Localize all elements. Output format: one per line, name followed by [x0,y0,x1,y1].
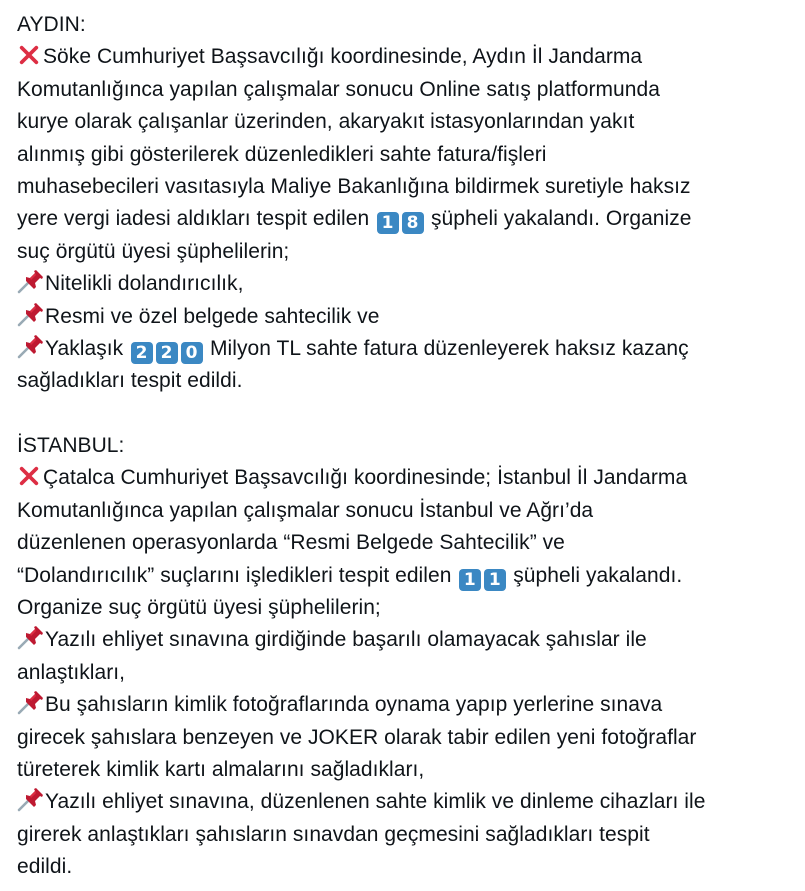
paragraph-line: yere vergi iadesi aldıkları tespit edilen 1 8 şüpheli yakalandı. Organize [17,207,692,234]
paragraph-line: anlaştıkları, [17,660,126,684]
section-heading-istanbul: İSTANBUL: [17,434,125,458]
pushpin-icon [17,788,45,812]
paragraph-line: “Dolandırıcılık” suçlarını işledikleri tespit edilen 1 1 şüpheli yakalandı. [17,563,683,590]
cross-mark-icon [17,465,41,487]
paragraph-line: edildi. [17,855,73,879]
paragraph-line: türeterek kimlik kartı almalarını sağladıkları, [17,757,425,781]
bullet-item: Yazılı ehliyet sınavına girdiğinde başarılı olamayacak şahıslar ile [17,624,805,656]
paragraph-line: kurye olarak çalışanlar üzerinden, akaryakıt istasyonlarından yakıt [17,110,635,134]
pushpin-icon [17,270,45,294]
paragraph-line: suç örgütü üyesi şüphelilerin; [17,239,290,263]
keycap-digit-icon: 1 [459,569,481,591]
keycap-digit-icon: 1 [484,569,506,591]
pushpin-icon [17,626,45,650]
section-istanbul [17,430,805,883]
pushpin-icon [17,335,45,359]
bullet-item: Nitelikli dolandırıcılık, [17,268,805,300]
paragraph-line: girerek anlaştıkları şahısların sınavdan geçmesini sağladıkları tespit [17,822,650,846]
paragraph-line: düzenlenen operasyonlarda “Resmi Belgede Sahtecilik” ve [17,531,565,555]
keycap-digit-icon: 0 [181,342,203,364]
paragraph-line: Organize suç örgütü üyesi şüphelilerin; [17,596,381,620]
paragraph-spacer [17,398,805,430]
paragraph-line: Söke Cumhuriyet Başsavcılığı koordinesinde, Aydın İl Jandarma [17,41,805,73]
pushpin-icon [17,303,45,327]
cross-mark-icon [17,44,41,66]
bullet-item: Yazılı ehliyet sınavına, düzenlenen sahte kimlik ve dinleme cihazları ile [17,786,805,818]
paragraph-line: Komutanlığınca yapılan çalışmalar sonucu İstanbul ve Ağrı’da [17,498,594,522]
keycap-digit-icon: 2 [156,342,178,364]
paragraph-line: Komutanlığınca yapılan çalışmalar sonucu Online satış platformunda [17,77,660,101]
paragraph-line: sağladıkları tespit edildi. [17,369,243,393]
paragraph-line: Çatalca Cumhuriyet Başsavcılığı koordinesinde; İstanbul İl Jandarma [17,462,805,494]
keycap-digit-icon: 2 [131,342,153,364]
bullet-item: Bu şahısların kimlik fotoğraflarında oynama yapıp yerlerine sınava [17,689,805,721]
bullet-item: Resmi ve özel belgede sahtecilik ve [17,301,805,333]
paragraph-line: alınmış gibi gösterilerek düzenledikleri sahte fatura/fişleri [17,142,547,166]
paragraph-line: muhasebecileri vasıtasıyla Maliye Bakanlığına bildirmek suretiyle haksız [17,174,691,198]
keycap-digit-icon: 1 [377,212,399,234]
keycap-digit-icon: 8 [402,212,424,234]
bullet-item: Yaklaşık 2 2 0 Milyon TL sahte fatura düzenleyerek haksız kazanç [17,333,805,365]
pushpin-icon [17,691,45,715]
section-aydin [17,9,805,398]
section-heading-aydin: AYDIN: [17,13,86,36]
paragraph-line: girecek şahıslara benzeyen ve JOKER olarak tabir edilen yeni fotoğraflar [17,725,697,749]
